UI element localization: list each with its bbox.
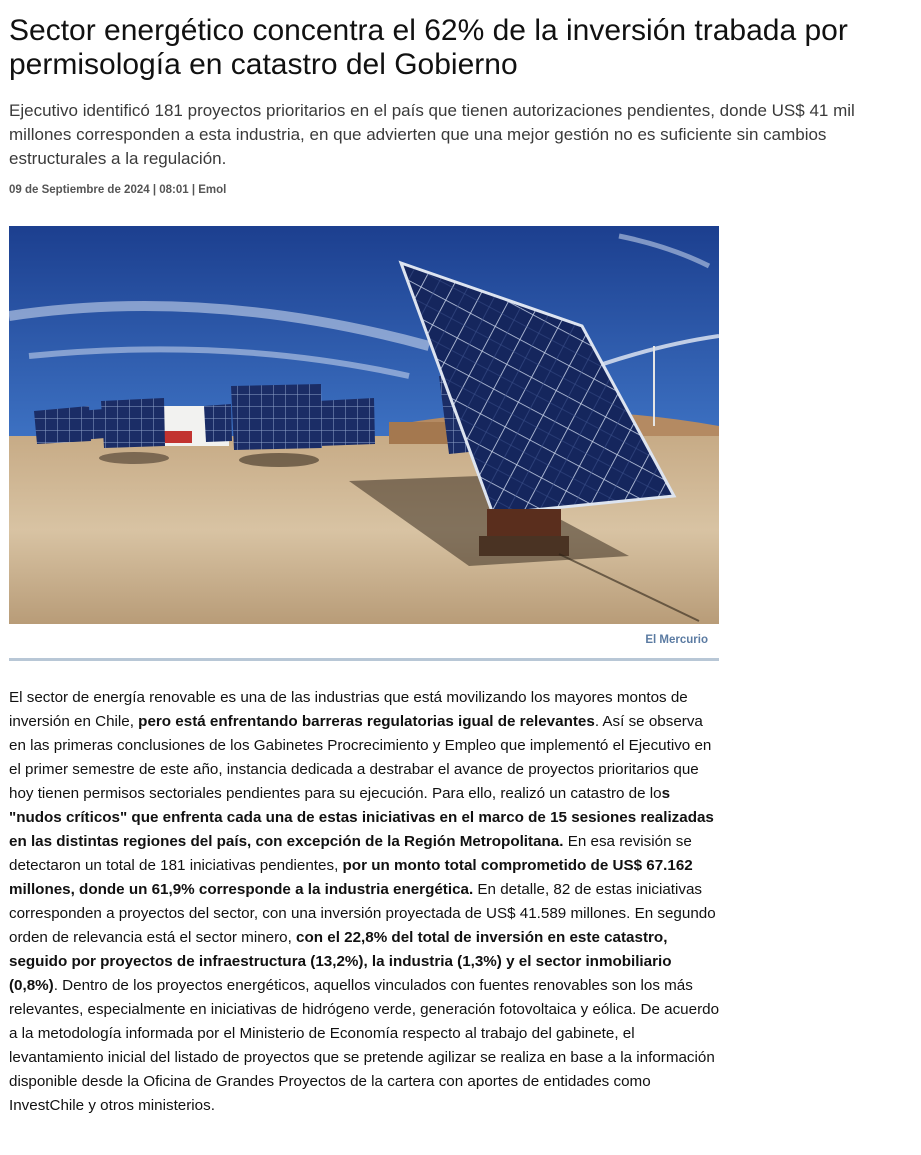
article-body bbox=[9, 686, 721, 1118]
body-text-run: . Así se observa en las primeras conclusiones de los Gabinetes Procrecimiento y Empleo que implementó el Ejecutivo en el primer semestre de este año, instancia dedicada a destrabar el avance de proyectos prioritarios que hoy tienen permisos sectoriales pendientes para su ejecución. Para ello, realizó un catastro de lo bbox=[9, 713, 712, 802]
body-text-run: En detalle, 82 de estas iniciativas corresponden a proyectos del sector, con una inversión proyectada de US$ 41.589 millones. En segundo orden de relevancia está el sector minero, bbox=[9, 881, 716, 946]
article-meta: 09 de Septiembre de 2024 | 08:01 | Emol bbox=[9, 184, 227, 196]
body-text-run: En esa revisión se detectaron un total de 181 iniciativas pendientes, bbox=[9, 833, 692, 874]
article-figure bbox=[9, 226, 719, 661]
body-text-run: El sector de energía renovable es una de las industrias que está movilizando los mayores montos de inversión en Chile, bbox=[9, 689, 688, 730]
photo-credit: El Mercurio bbox=[645, 634, 708, 646]
body-bold-run: s "nudos críticos" que enfrenta cada una de estas iniciativas en el marco de 15 sesiones realizadas en las distintas regiones del país, con excepción de la Región Metropolitana. bbox=[9, 785, 714, 850]
article-title: Sector energético concentra el 62% de la inversión trabada por permisología en catastro del Gobierno bbox=[9, 14, 848, 81]
body-bold-run: con el 22,8% del total de inversión en este catastro, seguido por proyectos de infraestructura (13,2%), la industria (1,3%) y el sector inmobiliario (0,8%) bbox=[9, 929, 672, 994]
body-bold-run: por un monto total comprometido de US$ 67.162 millones, donde un 61,9% corresponde a la industria energética. bbox=[9, 857, 693, 898]
body-text-run: . Dentro de los proyectos energéticos, aquellos vinculados con fuentes renovables son los más relevantes, especialmente en iniciativas de hidrógeno verde, generación fotovoltaica y eólica. De acuerdo a la metodología informada por el Ministerio de Economía respecto al trabajo del gabinete, el levantamiento inicial del listado de proyectos que se pretende agilizar se realiza en base a la información disponible desde la Oficina de Grandes Proyectos de la cartera con aportes de entidades como InvestChile y otros ministerios. bbox=[9, 977, 720, 1114]
article-subtitle: Ejecutivo identificó 181 proyectos prioritarios en el país que tienen autorizaciones pendientes, donde US$ 41 mil millones corresponden a esta industria, en que advierten que una mejor gestión no es suficiente sin cambios estructurales a la regulación. bbox=[9, 101, 855, 168]
solar-panels-photo[interactable] bbox=[9, 226, 719, 624]
body-bold-run: pero está enfrentando barreras regulatorias igual de relevantes bbox=[138, 713, 595, 730]
